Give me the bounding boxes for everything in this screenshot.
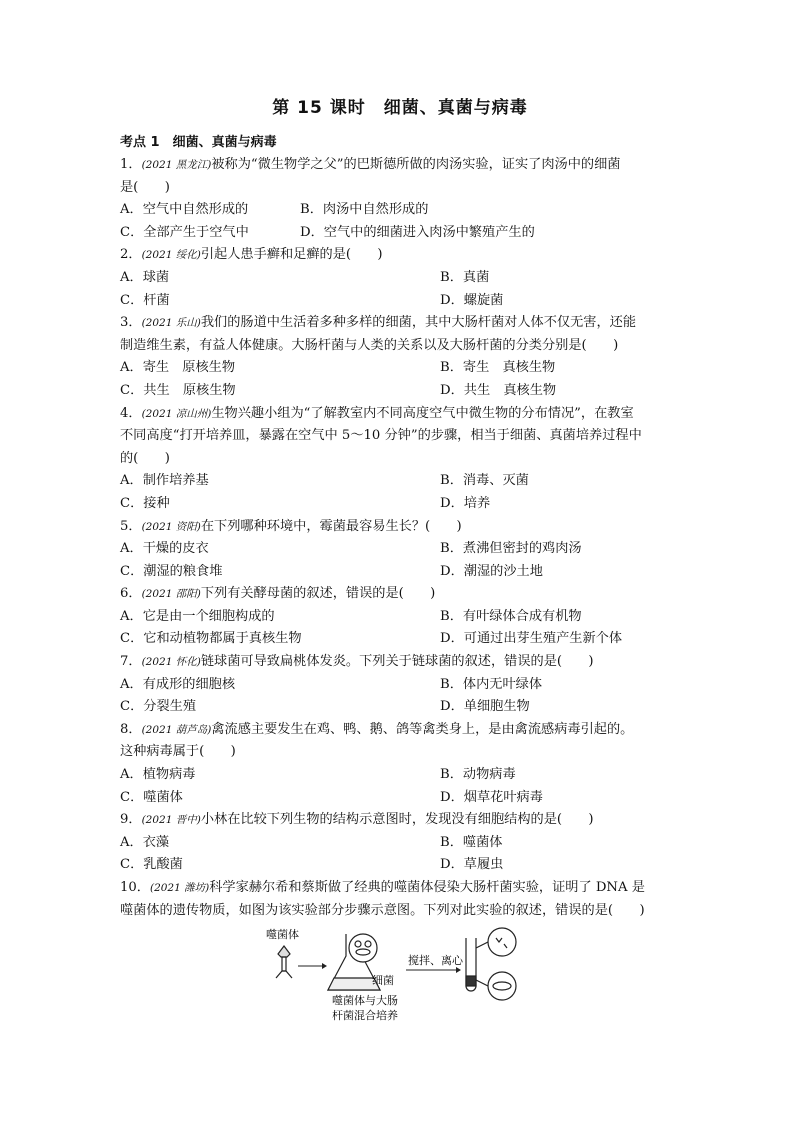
option-d[interactable]: D．螺旋菌 [440, 292, 504, 308]
option-row [120, 674, 680, 697]
question-number: 7． [120, 654, 142, 670]
question-text: 科学家赫尔希和蔡斯做了经典的噬菌体侵染大肠杆菌实验，证明了 DNA 是 [209, 880, 645, 895]
option-row [120, 380, 680, 403]
question-source: (2021 葫芦岛) [141, 723, 212, 736]
question-text: 被称为“微生物学之父”的巴斯德所做的肉汤实验，证实了肉汤中的细菌 [211, 157, 621, 172]
question-text: 下列有关酵母菌的叙述，错误的是( ) [200, 586, 436, 602]
question-source: (2021 潍坊) [149, 882, 210, 894]
question-number: 2． [120, 247, 142, 263]
question-item [120, 877, 680, 922]
option-row [120, 538, 680, 561]
option-a[interactable]: A．它是由一个细胞构成的 [120, 608, 275, 624]
question-stem-line [120, 516, 680, 539]
question-stem-line [120, 403, 680, 426]
option-row [120, 787, 680, 810]
option-b[interactable]: B．动物病毒 [440, 767, 516, 783]
question-text: 小林在比较下列生物的结构示意图时，发现没有细胞结构的是( ) [200, 812, 594, 828]
option-a[interactable]: A．衣藻 [120, 834, 170, 850]
question-stem-line [120, 719, 680, 742]
question-number: 1． [120, 157, 142, 172]
question-text: 我们的肠道中生活着多种多样的细菌，其中大肠杆菌对人体不仅无害，还能 [200, 315, 637, 331]
experiment-figure [120, 926, 680, 1026]
option-row [120, 267, 680, 290]
question-text: 不同高度“打开培养皿，暴露在空气中 5～10 分钟”的步骤，相当于细菌、真菌培养过程中 [120, 428, 642, 444]
question-source: (2021 邵阳) [141, 588, 201, 601]
option-row [120, 470, 680, 493]
option-a[interactable]: A．球菌 [120, 269, 170, 285]
option-row [120, 222, 680, 245]
flask-caption-2: 杆菌混合培养 [332, 1009, 398, 1023]
option-d[interactable]: D．空气中的细菌进入肉汤中繁殖产生的 [300, 224, 535, 240]
option-c[interactable]: C．噬菌体 [120, 789, 183, 805]
question-stem-line [120, 877, 680, 900]
question-number: 6． [120, 586, 142, 602]
phage-label: 噬菌体 [266, 928, 299, 942]
question-text: 生物兴趣小组为“了解教室内不同高度空气中微生物的分布情况”，在教室 [211, 405, 634, 421]
question-stem-line [120, 312, 680, 335]
question-stem-line [120, 809, 680, 832]
question-source: (2021 怀化) [141, 656, 201, 669]
question-text: 链球菌可导致扁桃体发炎。下列关于链球菌的叙述，错误的是( ) [200, 654, 594, 670]
option-a[interactable]: A．制作培养基 [120, 473, 209, 489]
question-stem-line [120, 244, 680, 267]
option-a[interactable]: A．植物病毒 [120, 767, 196, 783]
question-text: 在下列哪种环境中，霉菌最容易生长？( ) [200, 518, 462, 534]
option-d[interactable]: D．潮湿的沙土地 [440, 563, 543, 579]
question-item [120, 154, 680, 244]
option-c[interactable]: C．杆菌 [120, 292, 170, 308]
question-text: 这种病毒属于( ) [120, 744, 236, 760]
option-row [120, 606, 680, 629]
option-row [120, 764, 680, 787]
option-a[interactable]: A．有成形的细胞核 [120, 676, 236, 692]
test-tube-icon [466, 928, 516, 1000]
option-d[interactable]: D．共生 真核生物 [440, 382, 557, 398]
option-d[interactable]: D．烟草花叶病毒 [440, 789, 543, 805]
option-row [120, 854, 680, 877]
phage-experiment-diagram [260, 926, 560, 1026]
page [120, 96, 680, 1026]
step-label: 搅拌、离心 [408, 954, 463, 968]
option-c[interactable]: C．潮湿的粮食堆 [120, 563, 223, 579]
option-d[interactable]: D．草履虫 [440, 857, 504, 873]
arrow-right-icon [322, 963, 327, 969]
option-row [120, 832, 680, 855]
option-b[interactable]: B．体内无叶绿体 [440, 676, 543, 692]
option-c[interactable]: C．分裂生殖 [120, 699, 197, 715]
question-stem-line [120, 900, 680, 923]
option-a[interactable]: A．空气中自然形成的 [120, 202, 249, 218]
question-item [120, 312, 680, 402]
option-row [120, 290, 680, 313]
question-stem-line [120, 177, 680, 200]
question-source: (2021 黑龙江) [141, 159, 212, 171]
question-item [120, 583, 680, 651]
question-item [120, 719, 680, 809]
option-c[interactable]: C．接种 [120, 495, 170, 511]
question-item [120, 403, 680, 516]
question-number: 3． [120, 315, 142, 331]
question-text: 制造维生素，有益人体健康。大肠杆菌与人类的关系以及大肠杆菌的分类分别是( ) [120, 337, 619, 353]
question-stem-line [120, 651, 680, 674]
question-source: (2021 绥化) [141, 249, 201, 262]
question-text: 是( ) [120, 179, 170, 195]
option-b[interactable]: B．真菌 [440, 269, 490, 285]
option-b[interactable]: B．肉汤中自然形成的 [300, 202, 429, 218]
option-c[interactable]: C．它和动植物都属于真核生物 [120, 631, 302, 647]
option-b[interactable]: B．消毒、灭菌 [440, 473, 529, 489]
question-number: 10． [120, 880, 150, 895]
option-a[interactable]: A．干燥的皮衣 [120, 541, 209, 557]
option-row [120, 561, 680, 584]
question-number: 5． [120, 518, 142, 534]
question-stem-line [120, 154, 680, 177]
option-row [120, 199, 680, 222]
arrow-right-icon [456, 967, 461, 973]
section-heading: 考点 1 细菌、真菌与病毒 [120, 135, 277, 150]
option-c[interactable]: C．乳酸菌 [120, 857, 183, 873]
question-stem-line [120, 335, 680, 358]
question-item [120, 244, 680, 312]
flask-caption-1: 噬菌体与大肠 [332, 994, 398, 1008]
phage-icon [276, 946, 292, 978]
option-a[interactable]: A．寄生 原核生物 [120, 360, 236, 376]
option-row [120, 628, 680, 651]
question-number: 9． [120, 812, 142, 828]
option-b[interactable]: B．寄生 真核生物 [440, 360, 556, 376]
page-title: 第 15 课时 细菌、真菌与病毒 [272, 98, 528, 118]
question-text: 禽流感主要发生在鸡、鸭、鹅、鸽等禽类身上，是由禽流感病毒引起的。 [211, 721, 634, 737]
option-b[interactable]: B．有叶绿体合成有机物 [440, 608, 582, 624]
question-item [120, 516, 680, 584]
option-d[interactable]: D．培养 [440, 495, 491, 511]
question-source: (2021 凉山州) [141, 407, 212, 420]
question-text: 引起人患手癣和足癣的是( ) [200, 247, 383, 263]
bacteria-label: 细菌 [372, 974, 394, 988]
option-c[interactable]: C．共生 原核生物 [120, 382, 236, 398]
question-number: 8． [120, 721, 142, 737]
question-stem-line [120, 425, 680, 448]
option-d[interactable]: D．单细胞生物 [440, 699, 530, 715]
question-text: 的( ) [120, 450, 170, 466]
option-c[interactable]: C．全部产生于空气中 [120, 224, 249, 240]
question-source: (2021 乐山) [141, 317, 201, 330]
question-list [120, 154, 680, 922]
question-item [120, 809, 680, 877]
option-row [120, 493, 680, 516]
option-b[interactable]: B．煮沸但密封的鸡肉汤 [440, 541, 582, 557]
question-stem-line [120, 741, 680, 764]
option-row [120, 357, 680, 380]
question-stem-line [120, 583, 680, 606]
option-d[interactable]: D．可通过出芽生殖产生新个体 [440, 631, 623, 647]
option-row [120, 696, 680, 719]
question-source: (2021 晋中) [141, 814, 201, 827]
question-item [120, 651, 680, 719]
question-source: (2021 资阳) [141, 520, 201, 533]
question-number: 4． [120, 405, 142, 421]
option-b[interactable]: B．噬菌体 [440, 834, 503, 850]
question-stem-line [120, 448, 680, 471]
question-text: 噬菌体的遗传物质，如图为该实验部分步骤示意图。下列对此实验的叙述，错误的是( ) [120, 902, 645, 918]
